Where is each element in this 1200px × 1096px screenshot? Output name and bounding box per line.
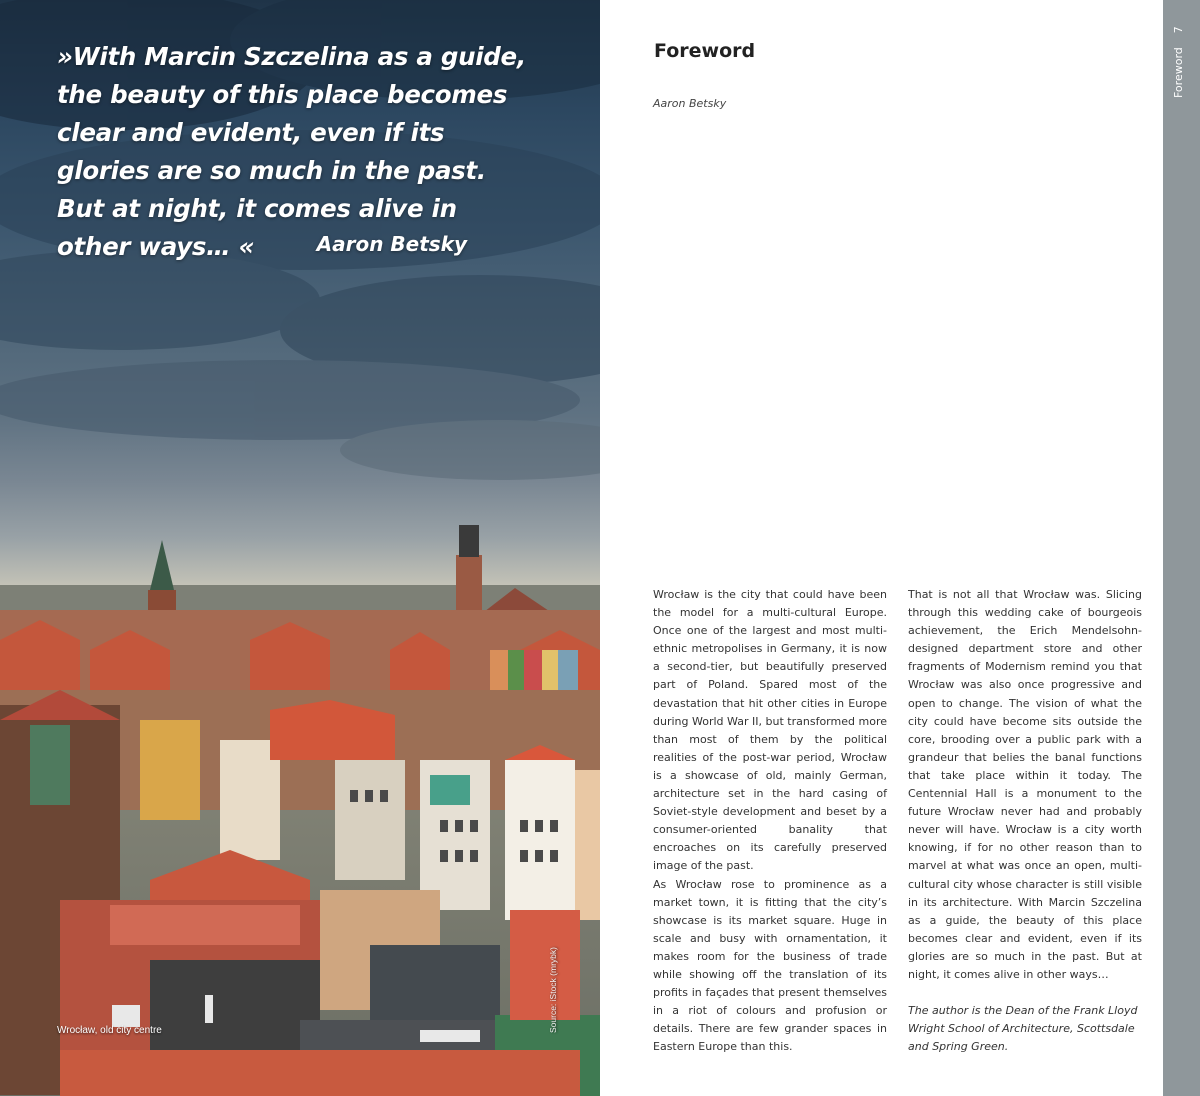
author-note: The author is the Dean of the Frank Lloyd Wright School of Architecture, Scottsdale and Spring Green. bbox=[908, 1004, 1138, 1054]
photo-credit: Source: iStock (mrybk) bbox=[548, 947, 558, 1033]
pull-quote-author: Aaron Betsky bbox=[316, 232, 467, 256]
section-name: Foreword bbox=[1172, 47, 1185, 98]
article-byline: Aaron Betsky bbox=[653, 97, 727, 110]
page-number: 7 bbox=[1172, 26, 1185, 34]
paragraph: That is not all that Wrocław was. Slicing through this wedding cake of bourgeois achievement, the Erich Mendelsohn-designed department store and other fragments of Modernism remind you that Wrocław was also once progressive and open to change. The vision of what the city could have become sits outside the core, brooding over a public park with a grandeur that belies the banal functions that take place within it today. The Centennial Hall is a monument to the future Wrocław never had and probably never will have. Wrocław is a city worth knowing, if for no other reason than to marvel at what was once an open, multi-cultural city whose character is still visible in its architecture. With Marcin Szczelina as a guide, the beauty of this place becomes clear and evident, even if its glories are so much in the past. But at night, it comes alive in other ways… bbox=[908, 588, 1142, 981]
text-column-2 bbox=[908, 586, 1142, 1056]
text-column-1 bbox=[653, 586, 887, 1056]
pull-quote: »With Marcin Szczelina as a guide, the beauty of this place becomes clear and evident, even if its glories are so much in the past. But at night, it comes alive in other ways… « bbox=[57, 42, 526, 261]
article-title: Foreword bbox=[654, 40, 756, 62]
paragraph: Wrocław is the city that could have been the model for a multi-cultural Europe. Once one of the largest and most multi-ethnic metropolises in Germany, it is now a second-tier, but beautifully preserved part of Poland. Spared most of the devastation that hit other cities in Europe during World War II, but transformed more than most of them by the political realities of the post-war period, Wrocław is a showcase of old, mainly German, architecture set in the hard casing of Soviet-style development and beset by a consumer-oriented banality that encroaches on its carefully preserved image of the past. bbox=[653, 588, 887, 873]
photo-caption: Wrocław, old city centre bbox=[57, 1025, 162, 1036]
section-tab-label bbox=[1172, 26, 1185, 98]
section-tab bbox=[1163, 0, 1200, 1096]
paragraph: As Wrocław rose to prominence as a market town, it is fitting that the city’s showcase is its market square. Huge in scale and busy with ornamentation, it makes room for the business of trade while showing off the translation of its profits in façades that present themselves in a riot of colours and profusion or details. There are few grander spaces in Eastern Europe than this. bbox=[653, 877, 887, 1054]
